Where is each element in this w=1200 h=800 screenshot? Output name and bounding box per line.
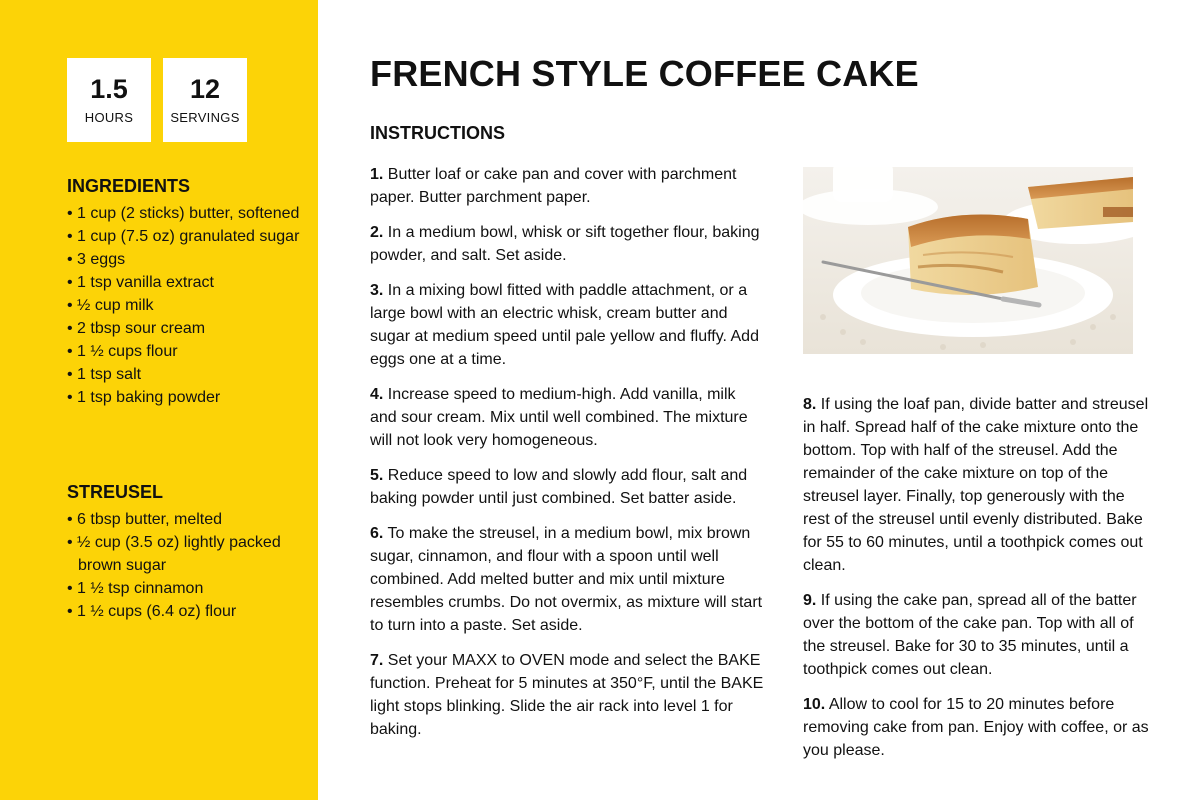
instruction-step (803, 589, 1153, 681)
instruction-step (803, 393, 1153, 577)
instruction-step (803, 693, 1153, 762)
instruction-step (370, 163, 765, 209)
step-number: 9. (803, 592, 817, 609)
step-number: 5. (370, 467, 384, 484)
ingredient-item: • 1 ½ cups flour (67, 340, 307, 363)
step-text: Increase speed to medium-high. Add vanilla, milk and sour cream. Mix until well combined. The mixture will not look very homogeneous. (370, 386, 748, 449)
hours-value: 1.5 (90, 74, 128, 104)
step-text: In a mixing bowl fitted with paddle attachment, or a large bowl with an electric whisk, cream butter and sugar at medium speed until pale yellow and fluffy. Add eggs one at a time. (370, 282, 759, 368)
ingredient-item: • 1 tsp baking powder (67, 386, 307, 409)
instruction-step (370, 383, 765, 452)
coffee-cake-illustration (803, 167, 1133, 354)
step-text: To make the streusel, in a medium bowl, mix brown sugar, cinnamon, and flour with a spoon until well combined. Add melted butter and mix until mixture resembles crumbs. Do not overmix, as mixture will start to turn into a paste. Set aside. (370, 525, 763, 634)
streusel-heading: STREUSEL (67, 482, 164, 502)
ingredient-item: • 2 tbsp sour cream (67, 317, 307, 340)
ingredient-item: • 1 tsp vanilla extract (67, 271, 307, 294)
step-number: 4. (370, 386, 384, 403)
step-number: 1. (370, 166, 384, 183)
instructions-heading: INSTRUCTIONS (370, 123, 505, 143)
step-text: Reduce speed to low and slowly add flour, salt and baking powder until just combined. Set batter aside. (370, 467, 748, 507)
coffee-cake-photo (803, 167, 1133, 354)
instructions-column-left (370, 163, 765, 753)
ingredients-heading: INGREDIENTS (67, 176, 191, 196)
step-number: 7. (370, 652, 384, 669)
streusel-item: • 6 tbsp butter, melted (67, 508, 307, 531)
streusel-section (67, 481, 307, 623)
sidebar (0, 0, 318, 800)
instruction-step (370, 522, 765, 637)
step-number: 6. (370, 525, 384, 542)
step-text: Allow to cool for 15 to 20 minutes before removing cake from pan. Enjoy with coffee, or as you please. (803, 696, 1149, 759)
step-number: 8. (803, 396, 817, 413)
step-number: 3. (370, 282, 384, 299)
hours-box (67, 58, 151, 142)
ingredient-item: • ½ cup milk (67, 294, 307, 317)
instruction-step (370, 279, 765, 371)
step-text: Butter loaf or cake pan and cover with parchment paper. Butter parchment paper. (370, 166, 737, 206)
step-text: If using the cake pan, spread all of the batter over the bottom of the cake pan. Top with all of the streusel. Bake for 30 to 35 minutes, until a toothpick comes out clean. (803, 592, 1137, 678)
step-number: 2. (370, 224, 384, 241)
ingredient-item: • 1 tsp salt (67, 363, 307, 386)
servings-label: SERVINGS (170, 110, 240, 125)
ingredient-item: • 1 cup (7.5 oz) granulated sugar (67, 225, 307, 248)
servings-box (163, 58, 247, 142)
streusel-list (67, 508, 307, 623)
step-text: In a medium bowl, whisk or sift together flour, baking powder, and salt. Set aside. (370, 224, 760, 264)
instruction-step (370, 649, 765, 741)
streusel-item: • 1 ½ tsp cinnamon (67, 577, 307, 600)
streusel-item: • ½ cup (3.5 oz) lightly packed brown sugar (67, 531, 307, 577)
step-text: If using the loaf pan, divide batter and streusel in half. Spread half of the cake mixture onto the bottom. Top with half of the streusel. Add the remainder of the cake mixture on top of the streusel layer. Finally, top generously with the rest of the streusel until evenly distributed. Bake for 55 to 60 minutes, until a toothpick comes out clean. (803, 396, 1149, 574)
step-text: Set your MAXX to OVEN mode and select the BAKE function. Preheat for 5 minutes at 350°F, until the BAKE light stops blinking. Slide the air rack into level 1 for baking. (370, 652, 764, 738)
instruction-step (370, 221, 765, 267)
streusel-item: • 1 ½ cups (6.4 oz) flour (67, 600, 307, 623)
hours-label: HOURS (84, 110, 134, 125)
servings-value: 12 (189, 74, 221, 104)
ingredient-item: • 1 cup (2 sticks) butter, softened (67, 202, 307, 225)
instructions-column-right (803, 393, 1153, 774)
step-number: 10. (803, 696, 826, 713)
instruction-step (370, 464, 765, 510)
recipe-title: FRENCH STYLE COFFEE CAKE (370, 53, 919, 94)
ingredients-list (67, 202, 307, 409)
ingredients-section (67, 175, 307, 409)
ingredient-item: • 3 eggs (67, 248, 307, 271)
